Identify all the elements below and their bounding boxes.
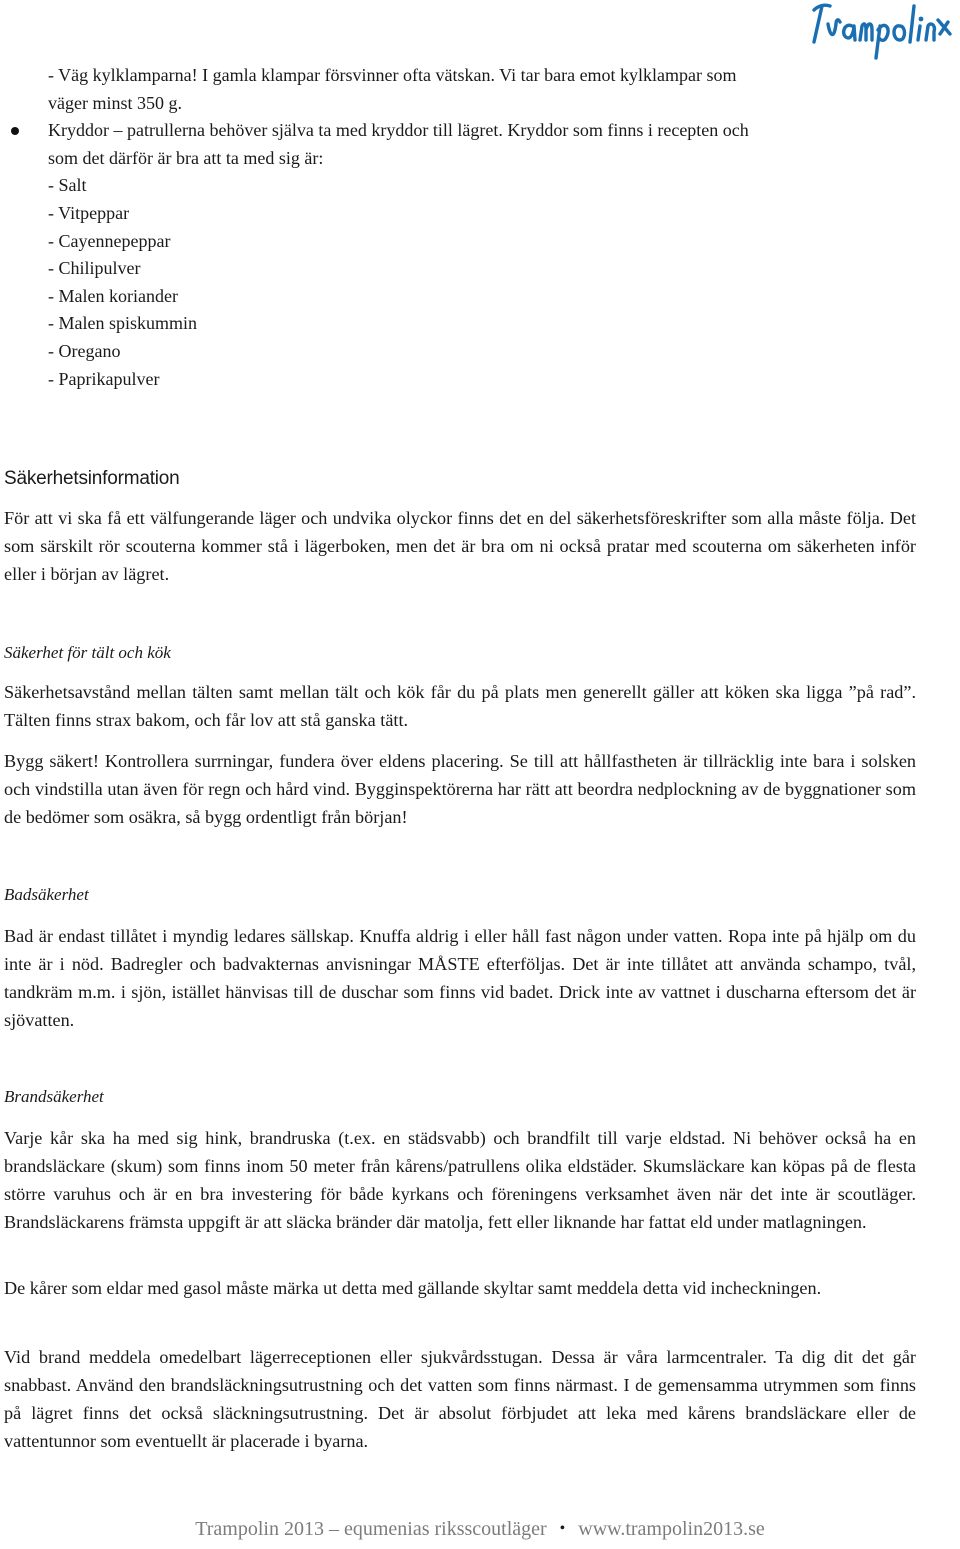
spice-item: - Chilipulver (48, 258, 141, 279)
tent-paragraph-2: Bygg säkert! Kontrollera surrningar, fundera över eldens placering. Se till att hållfastheten är tillräcklig inte bara i solsken och vindstilla utan även för regn och hård vind. Bygginspektörerna har rätt att beordra nedplockning av de byggnationer som de bedömer som osäkra, så bygg ordentligt från början! (4, 751, 916, 827)
spice-item: - Malen spiskummin (48, 313, 197, 334)
safety-intro-paragraph: För att vi ska få ett välfungerande läger och undvika olyckor finns det en del säkerhetsföreskrifter som alla måste följa. Det som särskilt rör scouterna kommer stå i lägerboken, men det är bra om ni också pratar med scouterna om säkerheten inför eller i början av lägret. (4, 508, 916, 584)
tent-kitchen-heading: Säkerhet för tält och kök (4, 643, 171, 662)
fire-paragraph-2: De kårer som eldar med gasol måste märka ut detta med gällande skyltar samt meddela detta vid incheckningen. (4, 1278, 822, 1298)
tent-paragraph-1: Säkerhetsavstånd mellan tälten samt mellan tält och kök får du på plats men generellt gäller att köken ska ligga ”på rad”. Tälten finns strax bakom, och får lov att stå ganska tätt. (4, 682, 916, 730)
bullet-text: Kryddor – patrullerna behöver själva ta med kryddor till lägret. Kryddor som finns i recepten och (48, 120, 749, 141)
footer-bullet: • (559, 1520, 566, 1537)
bath-heading: Badsäkerhet (4, 885, 89, 904)
page-footer (0, 1518, 960, 1541)
list-line: som det därför är bra att ta med sig är: (48, 147, 324, 168)
fire-paragraph-3: Vid brand meddela omedelbart lägerreceptionen eller sjukvårdsstugan. Dessa är våra larmcentraler. Ta dig dit det går snabbast. Använd den brandsläckningsutrustning och det vatten som finns närmast. I de gemensamma utrymmen som finns på lägret finns det också släckningsutrustning. Det är absolut förbjudet att leka med kårens brandsläckare eller de vattentunnor som eventuellt är placerade i byarna. (4, 1347, 916, 1451)
spice-item: - Malen koriander (48, 285, 178, 306)
footer-url[interactable]: www.trampolin2013.se (578, 1518, 765, 1540)
section-heading: Säkerhetsinformation (4, 468, 180, 489)
spice-item: - Vitpeppar (48, 202, 130, 223)
bath-paragraph: Bad är endast tillåtet i myndig ledares sällskap. Knuffa aldrig i eller håll fast någon under vatten. Ropa inte på hjälp om du inte är i nöd. Badregler och badvakternas anvisningar MÅSTE efterföljas. Det är inte tillåtet att använda schampo, tvål, tandkräm m.m. i sjön, istället hänvisas till de duschar som finns vid badet. Drick inte av vattnet i duscharna eftersom det är sjövatten. (4, 926, 916, 1030)
bullet-icon (11, 127, 19, 135)
trampolin-logo (800, 0, 952, 66)
fire-heading: Brandsäkerhet (4, 1087, 104, 1106)
bullet-item-kryddor (48, 117, 916, 145)
list-line: - Väg kylklamparna! I gamla klampar försvinner ofta vätskan. Vi tar bara emot kylklampar som (48, 65, 737, 85)
spice-item: - Paprikapulver (48, 368, 160, 389)
trampolin-logo-mark (800, 0, 952, 66)
spice-item: - Oregano (48, 340, 121, 361)
footer-title: Trampolin 2013 – equmenias riksscoutläger (195, 1518, 547, 1540)
spice-item: - Salt (48, 175, 87, 196)
list-line: väger minst 350 g. (48, 92, 182, 113)
fire-paragraph-1: Varje kår ska ha med sig hink, brandruska (t.ex. en städsvabb) och brandfilt till varje eldstad. Ni behöver också ha en brandsläckare (skum) som finns inom 50 meter från kårens/patrullens olika eldstäder. Skumsläckare kan köpas på de flesta större varuhus och är en bra investering för både kyrkans och föreningens verksamhet även när det inte är scoutläger. Brandsläckarens främsta uppgift är att släcka bränder där matolja, fett eller liknande har fattat eld under matlagningen. (4, 1128, 916, 1232)
top-list (4, 62, 916, 393)
spice-item: - Cayennepeppar (48, 230, 171, 251)
